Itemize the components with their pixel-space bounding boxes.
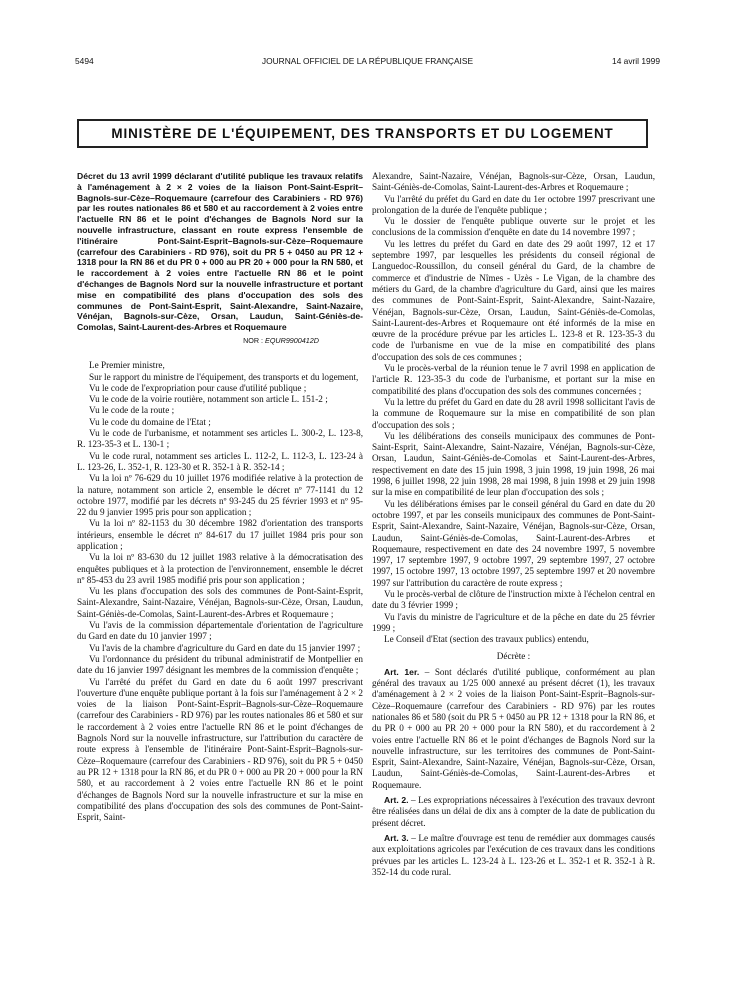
article-label: Art. 3. [384,832,409,843]
paragraph: Vu les lettres du préfet du Gard en date des 29 août 1997, 12 et 17 septembre 1997, par lesquelles les présidents du conseil régional de Languedoc-Roussillon, du conseil général du Gard, de la chambre de commerce et d'industrie de Nîmes - Uzès - Le Vigan, de la chambre des métiers du Gard, de la chambre d'agriculture du Gard, ainsi que les maires des communes de Pont-Saint-Esprit, Saint-Alexandre, Saint-Nazaire, Vénéjan, Bagnols-sur-Cèze, Orsan, Laudun, Saint-Géniès-de-Comolas, Saint-Laurent-des-Arbres et Roquemaure ont été informés de la mise en œuvre de la procédure prévue par les articles L. 123-8 et R. 123-35-3 du code de l'urbanisme en vue de la mise en compatibilité des plans d'occupation des sols de ces communes ; [372,238,655,362]
paragraph: Vu les plans d'occupation des sols des communes de Pont-Saint-Esprit, Saint-Alexandre, Saint-Nazaire, Vénéjan, Bagnols-sur-Cèze, Orsan, Laudun, Saint-Géniès-de-Comolas, Saint-Laurent-des-Arbres et Roquemaure ; [77,586,363,619]
nor-reference [77,335,363,346]
paragraph: Sur le rapport du ministre de l'équipement, des transports et du logement, [89,371,359,382]
nor-code: EQUR9900412D [265,335,319,345]
paragraph: Vu le code de l'expropriation pour cause d'utilité publique ; [89,382,307,393]
article-label: Art. 1er. [384,666,420,677]
article-text: – Sont déclarés d'utilité publique, conformément au plan général des travaux au 1/25 000 annexé au présent décret (1), les travaux d'aménagement à 2 × 2 voies de la liaison Pont-Saint-Esprit–Bagnols-sur-Cèze–Roquemaure (carrefour des Carabiniers - RD 976) par les routes nationales 86 et 580 (soit du PR 5 + 0450 au PR 12 + 1318 pour la RN 86, et du PR 0 + 000 au PR 20 + 000 pour la RN 580), et du raccordement à 2 voies entre l'actuelle RN 86 et le point d'échanges de Bagnols Nord sur la nouvelle infrastructure, sur les territoires des communes de Pont-Saint-Esprit, Saint-Alexandre, Saint-Nazaire, Vénéjan, Bagnols-sur-Cèze, Orsan, Laudun, Saint-Géniès-de-Comolas, Saint-Laurent-des-Arbres et Roquemaure. [372,666,655,790]
paragraph: Alexandre, Saint-Nazaire, Vénéjan, Bagnols-sur-Cèze, Orsan, Laudun, Saint-Géniès-de-Comolas, Saint-Laurent-des-Arbres et Roquemaure ; [372,171,655,193]
paragraph: Vu l'avis du ministre de l'agriculture et de la pêche en date du 25 février 1999 ; [372,611,655,633]
journal-title: JOURNAL OFFICIEL DE LA RÉPUBLIQUE FRANÇAISE [261,56,474,66]
paragraph: Vu l'avis de la commission départementale d'orientation de l'agriculture du Gard en date du 10 janvier 1997 ; [77,620,363,642]
ministry-banner [77,119,648,148]
article [372,667,655,791]
paragraph: Vu la lettre du préfet du Gard en date du 28 avril 1998 sollicitant l'avis de la commune de Roquemaure sur la mise en compatibilité de son plan d'occupation des sols ; [372,396,655,430]
paragraph: Le Conseil d'Etat (section des travaux publics) entendu, [384,634,589,645]
decrete-heading: Décrète : [496,651,531,662]
issue-date: 14 avril 1999 [612,56,660,66]
paragraph: Vu la loi nº 83-630 du 12 juillet 1983 relative à la démocratisation des enquêtes publiques et à la protection de l'environnement, ensemble le décret nº 85-453 du 23 avril 1985 modifié pris pour son application ; [77,552,363,585]
nor-label: NOR : [243,335,264,345]
paragraph: Vu le procès-verbal de clôture de l'instruction mixte à l'échelon central en date du 3 février 1999 ; [372,588,655,611]
left-column [77,171,363,823]
ministry-title: MINISTÈRE DE L'ÉQUIPEMENT, DES TRANSPORTS ET DU LOGEMENT [111,126,614,141]
paragraph: Vu le code de la voirie routière, notamment son article L. 151-2 ; [89,394,328,405]
article-text: – Les expropriations nécessaires à l'exécution des travaux devront être réalisées dans un délai de dix ans à compter de la date de publication du présent décret. [372,795,655,828]
paragraph: Vu le procès-verbal de la réunion tenue le 7 avril 1998 en application de l'article R. 123-35-3 du code de l'urbanisme, et portant sur la mise en compatibilité des plans d'occupation des sols des communes concernées ; [372,363,655,396]
page-number: 5494 [75,56,94,66]
paragraph: Vu la loi nº 82-1153 du 30 décembre 1982 d'orientation des transports intérieurs, ensemble le décret nº 84-617 du 17 juillet 1984 pris pour son application ; [77,518,363,551]
paragraph: Le Premier ministre, [89,360,165,371]
article-text: – Le maître d'ouvrage est tenu de remédier aux dommages causés aux exploitations agricoles par l'exécution de ces travaux dans les conditions prévues par les articles L. 123-24 à L. 123-26 et L. 352-1 et R. 352-1 à R. 352-14 du code rural. [372,832,655,877]
paragraph: Vu le code de l'urbanisme, et notamment ses articles L. 300-2, L. 123-8, R. 123-35-3 et L. 130-1 ; [77,428,363,450]
paragraph: Vu les délibérations des conseils municipaux des communes de Pont-Saint-Esprit, Saint-Alexandre, Saint-Nazaire, Vénéjan, Bagnols-sur-Cèze, Orsan, Laudun, Saint-Géniès-de-Comolas et Saint-Laurent-des-Arbres, respectivement en date des 15 juin 1998, 3 juin 1998, 19 juin 1998, 26 mai 1998, 6 juillet 1998, 22 juin 1998, 28 mai 1998, 8 juin 1998 et 29 juin 1998 sur la mise en compatibilité de leur plan d'occupation des sols ; [372,430,655,498]
paragraph: Vu l'ordonnance du président du tribunal administratif de Montpellier en date du 16 janvier 1997 désignant les membres de la commission d'enquête ; [77,653,363,676]
paragraph: Vu l'avis de la chambre d'agriculture du Gard en date du 15 janvier 1997 ; [89,642,361,653]
article-label: Art. 2. [384,795,409,806]
paragraph: Vu les délibérations émises par le conseil général du Gard en date du 20 octobre 1997, et par les conseils municipaux des communes de Pont-Saint-Esprit, Saint-Alexandre, Saint-Nazaire, Vénéjan, Bagnols-sur-Cèze, Orsan, Laudun, Saint-Géniès-de-Comolas, Saint-Laurent-des-Arbres et Roquemaure, respectivement en date des 24 novembre 1997, 5 novembre 1997, 17 septembre 1997, 9 octobre 1997, 29 septembre 1997, 27 octobre 1997, 15 octobre 1997, 13 octobre 1997, 25 septembre 1997 et 20 novembre 1997 sur l'attribution du caractère de route express ; [372,498,655,588]
paragraph: Vu le code de la route ; [89,405,175,416]
paragraph: Vu le dossier de l'enquête publique ouverte sur le projet et les conclusions de la commission d'enquête en date du 14 novembre 1997 ; [372,216,655,238]
paragraph: Vu l'arrêté du préfet du Gard en date du 6 août 1997 prescrivant l'ouverture d'une enquête publique portant à la fois sur l'aménagement à 2 × 2 voies de la liaison Pont-Saint-Esprit–Bagnols-sur-Cèze–Roquemaure (carrefour des Carabiniers - RD 976) par les routes nationales 86 et 580 et sur le raccordement à 2 voies entre l'actuelle RN 86 et le point d'échanges de Bagnols Nord sur la nouvelle infrastructure, sur l'attribution du caractère de route express à l'ensemble de l'itinéraire Pont-Saint-Esprit–Bagnols-sur-Cèze–Roquemaure (carrefour des Carabiniers - RD 976), soit du PR 5 + 0450 au PR 12 + 1318 pour la RN 86, et du PR 0 + 000 au PR 20 + 000 pour la RN 580, et au raccordement à 2 voies entre l'actuelle RN 86 et le point d'échanges de Bagnols Nord sur la nouvelle infrastructure et sur la mise en compatibilité des plans d'occupation des sols des communes de Pont-Saint-Esprit, Saint- [77,676,363,823]
right-column [372,171,655,878]
article [372,795,655,829]
article [372,833,655,878]
paragraph: Vu la loi nº 76-629 du 10 juillet 1976 modifiée relative à la protection de la nature, notamment son article 2, ensemble le décret nº 77-1141 du 12 octobre 1977, modifié par les décrets nº 93-245 du 25 février 1993 et nº 95-22 du 9 janvier 1995 pris pour son application ; [77,473,363,518]
paragraph: Vu l'arrêté du préfet du Gard en date du 1er octobre 1997 prescrivant une prolongation de la durée de l'enquête publique ; [372,193,655,215]
page-header [75,56,660,70]
paragraph: Vu le code du domaine de l'Etat ; [89,416,211,427]
paragraph: Vu le code rural, notamment ses articles L. 112-2, L. 112-3, L. 123-24 à L. 123-26, L. 352-1, R. 123-30 et R. 352-1 à R. 352-14 ; [77,450,363,472]
decree-title: Décret du 13 avril 1999 déclarant d'utilité publique les travaux relatifs à l'aménagement à 2 × 2 voies de la liaison Pont-Saint-Esprit–Bagnols-sur-Cèze–Roquemaure (carrefour des Carabiniers - RD 976) par les routes nationales 86 et 580 et au raccordement à 2 voies entre l'actuelle RN 86 et le point d'échanges de Bagnols Nord sur la nouvelle infrastructure, classant en route express l'ensemble de l'itinéraire Pont-Saint-Esprit–Bagnols-sur-Cèze–Roquemaure (carrefour des Carabiniers - RD 976), soit du PR 5 + 0450 au PR 12 + 1318 pour la RN 86 et du PR 0 + 000 au PR 20 + 000 pour la RN 580, et le raccordement à 2 voies entre l'actuelle RN 86 et le point d'échanges de Bagnols Nord sur la nouvelle infrastructure et portant mise en compatibilité des plans d'occupation des sols des communes de Pont-Saint-Esprit, Saint-Alexandre, Saint-Nazaire, Vénéjan, Bagnols-sur-Cèze, Orsan, Laudun, Saint-Géniès-de-Comolas, Saint-Laurent-des-Arbres et Roquemaure [77,171,363,333]
